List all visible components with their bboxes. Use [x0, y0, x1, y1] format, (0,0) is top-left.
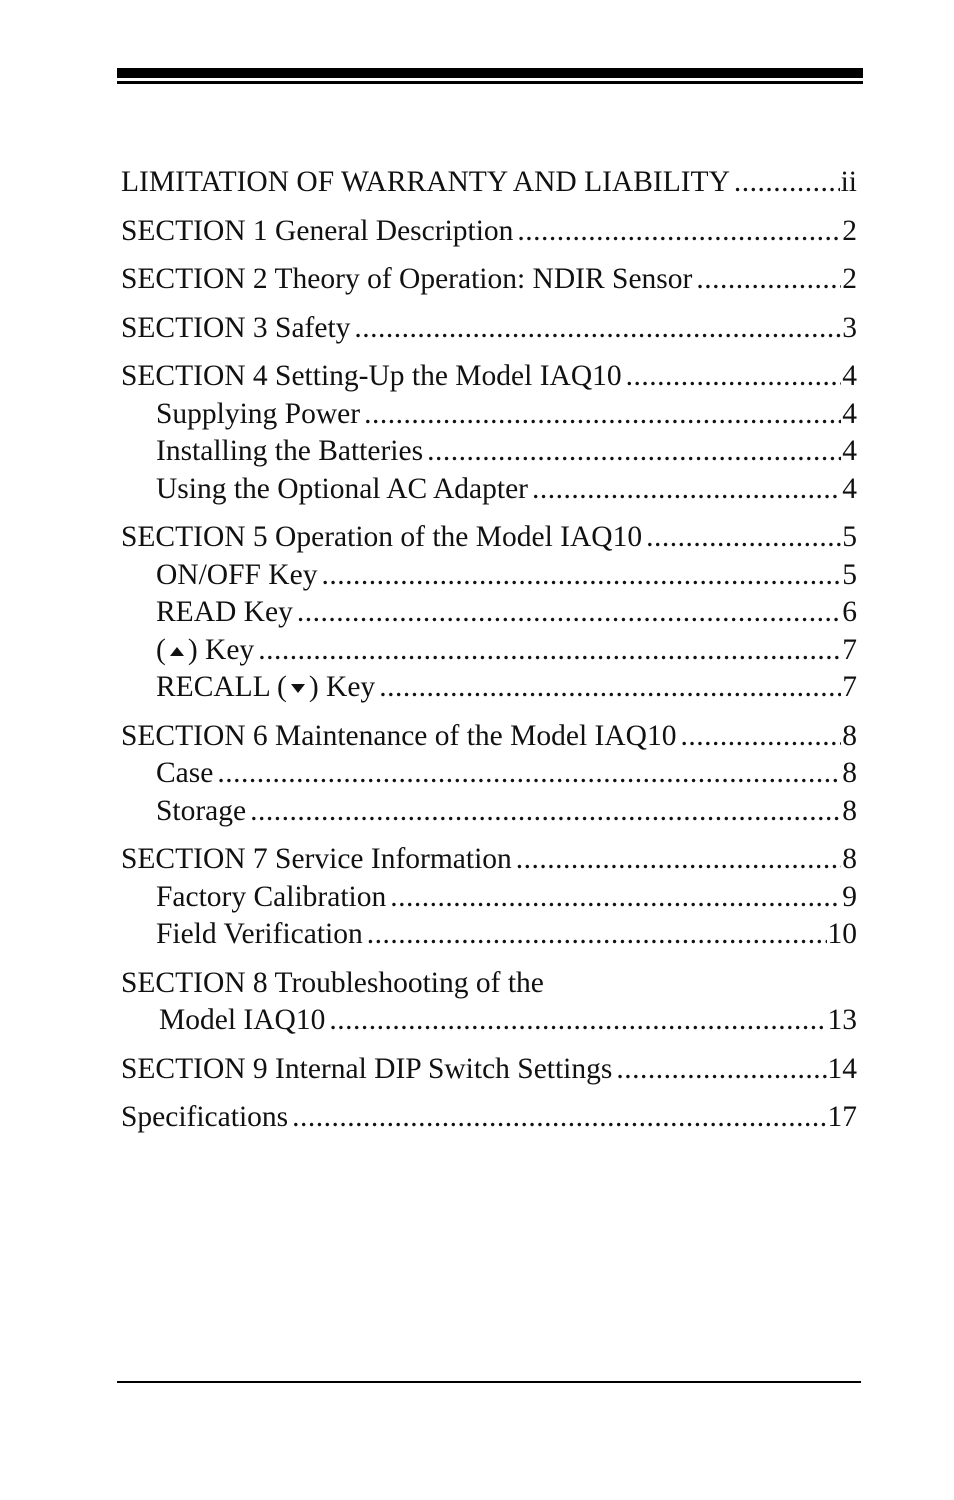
toc-subentry-factory-calibration[interactable] — [121, 879, 857, 917]
toc-page: 13 — [827, 1004, 857, 1036]
leader-dots — [532, 471, 841, 509]
recall-prefix: RECALL ( — [156, 671, 287, 703]
toc-label: SECTION 5 Operation of the Model IAQ10 — [121, 521, 643, 553]
leader-dots — [321, 557, 841, 595]
toc-label: Installing the Batteries — [156, 435, 424, 467]
leader-dots — [696, 261, 841, 299]
toc-subentry-field-verification[interactable] — [121, 916, 857, 954]
toc-entry-section-1[interactable] — [121, 213, 857, 251]
toc-label: Storage — [156, 794, 247, 827]
toc-page: 7 — [842, 671, 857, 703]
toc-page: 17 — [827, 1101, 857, 1133]
toc-page: 4 — [842, 435, 857, 467]
toc-page: 9 — [842, 880, 857, 913]
header-rule-thin — [117, 81, 863, 84]
toc-entry-limitation[interactable] — [121, 164, 857, 202]
toc-label: Using the Optional AC Adapter — [156, 472, 528, 505]
toc-page: 5 — [842, 521, 857, 553]
toc-entry-section-5 — [121, 519, 857, 707]
leader-dots — [646, 519, 841, 557]
toc-page: 8 — [842, 794, 857, 827]
toc-subentry-supplying-power[interactable] — [121, 396, 857, 434]
toc-subentry-ac-adapter[interactable] — [121, 471, 857, 509]
header-rule-thick — [117, 68, 863, 78]
toc-page: 8 — [842, 719, 857, 752]
toc-label: SECTION 3 Safety — [121, 311, 351, 344]
leader-dots — [258, 632, 841, 670]
toc-label: Supplying Power — [156, 397, 361, 430]
toc-subentry-storage[interactable] — [121, 793, 857, 831]
leader-dots — [616, 1051, 826, 1089]
leader-dots — [297, 594, 841, 632]
toc-label: LIMITATION OF WARRANTY AND LIABILITY — [121, 166, 730, 198]
toc-label: SECTION 9 Internal DIP Switch Settings — [121, 1052, 613, 1085]
toc-label: SECTION 4 Setting-Up the Model IAQ10 — [121, 360, 622, 392]
toc-entry-section-6 — [121, 718, 857, 831]
toc-label-line2: Model IAQ10 — [159, 1004, 326, 1036]
toc-section-line[interactable] — [121, 358, 857, 396]
toc-page: 4 — [842, 360, 857, 392]
toc-label: READ Key — [156, 596, 293, 628]
table-of-contents — [121, 164, 857, 1148]
toc-page: 4 — [842, 397, 857, 430]
leader-dots — [517, 213, 841, 251]
toc-page: 2 — [842, 214, 857, 247]
leader-dots — [680, 718, 841, 756]
leader-dots — [379, 669, 841, 707]
leader-dots — [427, 433, 841, 471]
toc-page: ii — [840, 166, 857, 198]
toc-page: 2 — [842, 263, 857, 295]
toc-entry-section-4 — [121, 358, 857, 508]
leader-dots — [390, 879, 841, 917]
toc-label: SECTION 1 General Description — [121, 214, 514, 247]
toc-label: ON/OFF Key — [156, 558, 318, 591]
toc-page: 5 — [842, 558, 857, 591]
key-suffix: ) Key — [187, 633, 255, 666]
leader-dots — [329, 1002, 826, 1040]
toc-section-line[interactable] — [121, 718, 857, 756]
toc-page: 8 — [842, 757, 857, 789]
toc-section-line[interactable] — [121, 841, 857, 879]
leader-dots — [626, 358, 842, 396]
leader-dots — [734, 164, 840, 202]
toc-page: 6 — [842, 596, 857, 628]
toc-entry-section-8[interactable] — [121, 965, 857, 1040]
toc-subentry-on-off-key[interactable] — [121, 557, 857, 595]
leader-dots — [367, 916, 827, 954]
leader-dots — [217, 755, 841, 793]
toc-label — [156, 669, 375, 707]
toc-subentry-up-key[interactable] — [121, 632, 857, 670]
leader-dots — [250, 793, 841, 831]
toc-entry-section-2[interactable] — [121, 261, 857, 299]
toc-page: 8 — [842, 843, 857, 875]
toc-label: SECTION 2 Theory of Operation: NDIR Sensor — [121, 263, 693, 295]
paren-open: ( — [156, 633, 166, 666]
toc-entry-specifications[interactable] — [121, 1099, 857, 1137]
toc-label: SECTION 6 Maintenance of the Model IAQ10 — [121, 719, 677, 752]
toc-page: 3 — [842, 311, 857, 344]
toc-subentry-installing-batteries[interactable] — [121, 433, 857, 471]
toc-subentry-recall-key[interactable] — [121, 669, 857, 707]
leader-dots — [354, 310, 841, 348]
toc-label-line1: SECTION 8 Troubleshooting of the — [121, 966, 544, 999]
leader-dots — [516, 841, 841, 879]
leader-dots — [364, 396, 841, 434]
toc-entry-section-9[interactable] — [121, 1051, 857, 1089]
toc-page: 7 — [842, 633, 857, 666]
toc-entry-section-7 — [121, 841, 857, 954]
up-arrow-icon — [170, 647, 184, 656]
footer-rule — [117, 1381, 861, 1383]
toc-page: 10 — [827, 918, 857, 950]
toc-label: Case — [156, 757, 214, 789]
key-suffix: ) Key — [308, 671, 376, 703]
toc-subentry-read-key[interactable] — [121, 594, 857, 632]
toc-subentry-case[interactable] — [121, 755, 857, 793]
toc-page: 14 — [827, 1052, 857, 1085]
toc-section-line[interactable] — [121, 519, 857, 557]
leader-dots — [292, 1099, 826, 1137]
toc-label — [156, 632, 254, 670]
toc-entry-section-3[interactable] — [121, 310, 857, 348]
toc-label: Specifications — [121, 1101, 289, 1133]
toc-label: SECTION 7 Service Information — [121, 843, 512, 875]
toc-label: Factory Calibration — [156, 880, 387, 913]
down-arrow-icon — [291, 684, 305, 693]
toc-label: Field Verification — [156, 918, 363, 950]
toc-page: 4 — [842, 472, 857, 505]
